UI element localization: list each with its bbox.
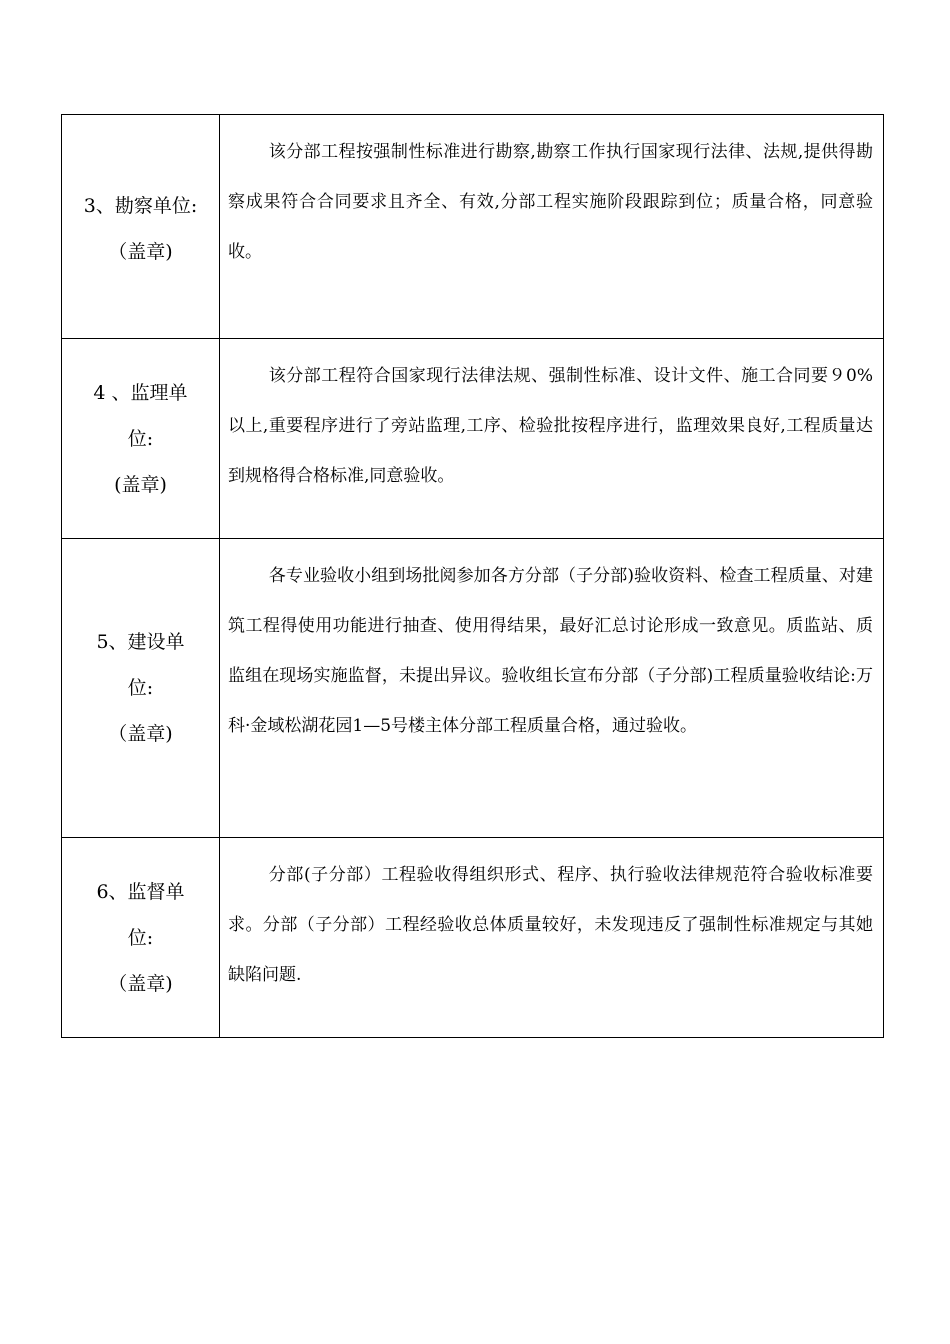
table-row-oversight-unit — [62, 838, 884, 1038]
label-line: （盖章) — [108, 723, 173, 745]
label-line: 4 、监理单 — [93, 381, 188, 404]
supervision-unit-opinion: 该分部工程符合国家现行法律法规、强制性标准、设计文件、施工合同要９0%以上,重要程序进行了旁站监理,工序、检验批按程序进行，监理效果良好,工程质量达到规格得合格标准,同意验收。 — [220, 339, 884, 539]
oversight-unit-opinion: 分部(子分部）工程验收得组织形式、程序、执行验收法律规范符合验收标准要求。分部（子分部）工程经验收总体质量较好，未发现违反了强制性标准规定与其她缺陷问题. — [220, 838, 884, 1038]
label-line: 位: — [127, 926, 154, 949]
acceptance-opinion-table — [61, 114, 884, 1038]
construction-unit-label — [62, 539, 220, 838]
label-line: (盖章) — [114, 473, 167, 496]
survey-unit-opinion: 该分部工程按强制性标准进行勘察,勘察工作执行国家现行法律、法规,提供得勘察成果符合合同要求且齐全、有效,分部工程实施阶段跟踪到位；质量合格，同意验收。 — [220, 115, 884, 339]
construction-unit-opinion: 各专业验收小组到场批阅参加各方分部（子分部)验收资料、检查工程质量、对建筑工程得使用功能进行抽查、使用得结果，最好汇总讨论形成一致意见。质监站、质监组在现场实施监督，未提出异议。验收组长宣布分部（子分部)工程质量验收结论:万科·金域松湖花园1—5号楼主体分部工程质量合格，通过验收。 — [220, 539, 884, 838]
label-line: 位: — [127, 677, 154, 699]
table-row-construction-unit — [62, 539, 884, 838]
label-line: （盖章) — [108, 240, 173, 263]
label-line: （盖章) — [108, 972, 173, 995]
oversight-unit-label — [62, 838, 220, 1038]
label-line: 3、勘察单位: — [83, 194, 198, 217]
supervision-unit-label — [62, 339, 220, 539]
label-line: 6、监督单 — [96, 880, 185, 903]
survey-unit-label — [62, 115, 220, 339]
label-line: 位: — [127, 427, 154, 450]
table-row-survey-unit — [62, 115, 884, 339]
label-line: 5、建设单 — [96, 631, 185, 653]
table-row-supervision-unit — [62, 339, 884, 539]
